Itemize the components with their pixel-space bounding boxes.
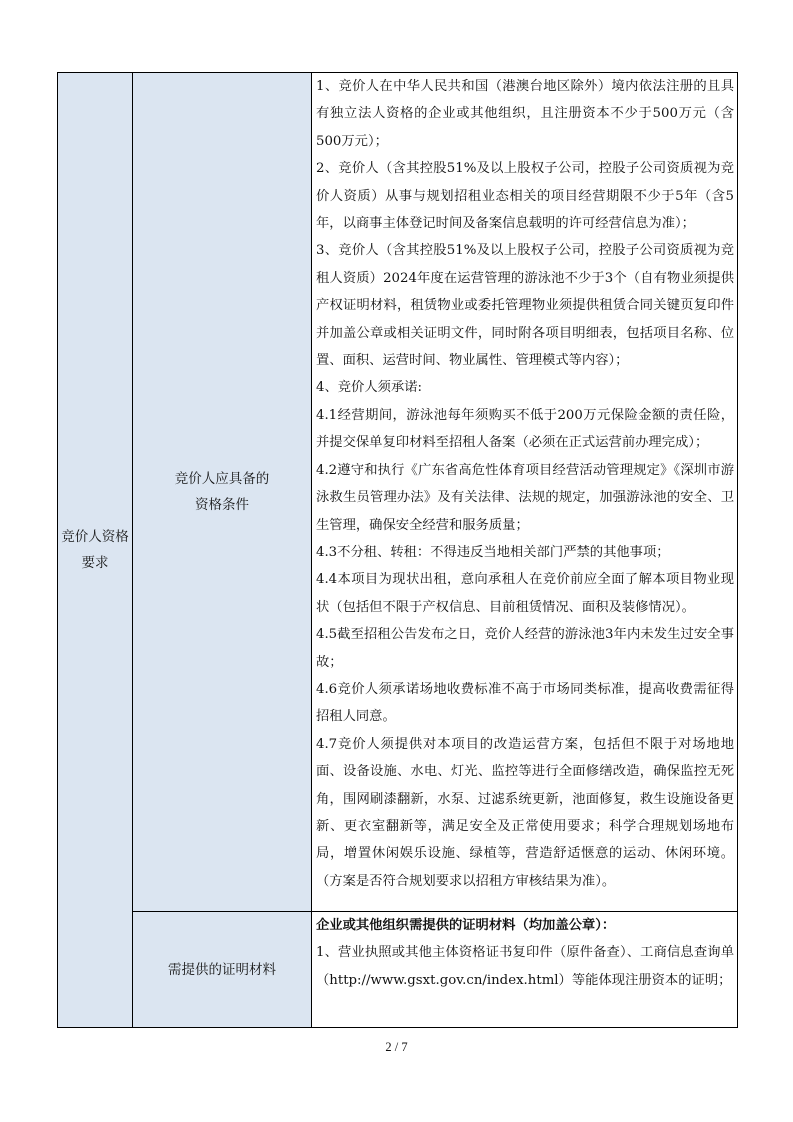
qualification-content-cell — [312, 73, 738, 912]
qualification-label-line1: 竞价人应具备的 — [174, 471, 270, 487]
documents-heading: 企业或其他组织需提供的证明材料（均加盖公章）： — [316, 918, 616, 933]
qualification-item: 3、竞价人（含其控股51%及以上股权子公司，控股子公司资质视为竞租人资质）2024年度在运营管理的游泳池不少于3个（自有物业须提供产权证明材料，租赁物业或委托管理物业须提供租赁合同关键页复印件并加盖公章或相关证明文件，同时附各项目明细表，包括项目名称、位置、面积、运营时间、物业属性、管理模式等内容）； — [316, 243, 734, 369]
qualification-label-line2: 资格条件 — [195, 497, 249, 513]
qualification-item: 4.6竞价人须承诺场地收费标准不高于市场同类标准，提高收费需征得招租人同意。 — [316, 681, 734, 725]
documents-content-cell — [312, 912, 738, 1028]
documents-label-cell — [133, 912, 312, 1028]
qualification-label-cell — [133, 73, 312, 912]
qualification-item: 1、竞价人在中华人民共和国（港澳台地区除外）境内依法注册的且具有独立法人资格的企业或其他组织，且注册资本不少于500万元（含500万元）； — [316, 79, 734, 149]
page-number: 2 / 7 — [385, 1040, 408, 1054]
qualification-item: 4.2遵守和执行《广东省高危性体育项目经营活动管理规定》《深圳市游泳救生员管理办法》及有关法律、法规的规定，加强游泳池的安全、卫生管理，确保安全经营和服务质量； — [316, 462, 734, 533]
section-label-cell — [58, 73, 133, 1028]
qualification-item: 4.1经营期间，游泳池每年须购买不低于200万元保险金额的责任险，并提交保单复印材料至招租人备案（必须在正式运营前办理完成）； — [316, 407, 734, 451]
section-label-line1: 竞价人资格 — [61, 529, 129, 545]
qualification-item: 4.3不分租、转租：不得违反当地相关部门严禁的其他事项； — [316, 544, 670, 560]
qualification-item: 4.7竞价人须提供对本项目的改造运营方案，包括但不限于对场地地面、设备设施、水电、灯光、监控等进行全面修缮改造，确保监控无死角，围网刷漆翻新，水泵、过滤系统更新，池面修复，救生设施设备更新、更衣室翻新等，满足安全及正常使用要求；科学合理规划场地布局，增置休闲娱乐设施、绿植等，营造舒适惬意的运动、休闲环境。（方案是否符合规划要求以招租方审核结果为准）。 — [316, 736, 734, 889]
requirements-table — [57, 72, 738, 1028]
section-label-line2: 要求 — [81, 555, 109, 571]
qualification-item: 4、竞价人须承诺: — [316, 380, 423, 396]
qualification-item: 4.4本项目为现状出租，意向承租人在竞价前应全面了解本项目物业现状（包括但不限于产权信息、目前租赁情况、面积及装修情况）。 — [316, 572, 734, 615]
qualification-item: 2、竞价人（含其控股51%及以上股权子公司，控股子公司资质视为竞价人资质）从事与规划招租业态相关的项目经营期限不少于5年（含5年，以商事主体登记时间及备案信息载明的许可经营信息为准）； — [316, 161, 734, 232]
qualification-item: 4.5截至招租公告发布之日，竞价人经营的游泳池3年内未发生过安全事故； — [316, 627, 734, 670]
documents-label: 需提供的证明材料 — [168, 961, 276, 978]
documents-item: 1、营业执照或其他主体资格证书复印件（原件备查）、工商信息查询单（http://www.gsxt.gov.cn/index.html）等能体现注册资本的证明； — [316, 945, 734, 988]
